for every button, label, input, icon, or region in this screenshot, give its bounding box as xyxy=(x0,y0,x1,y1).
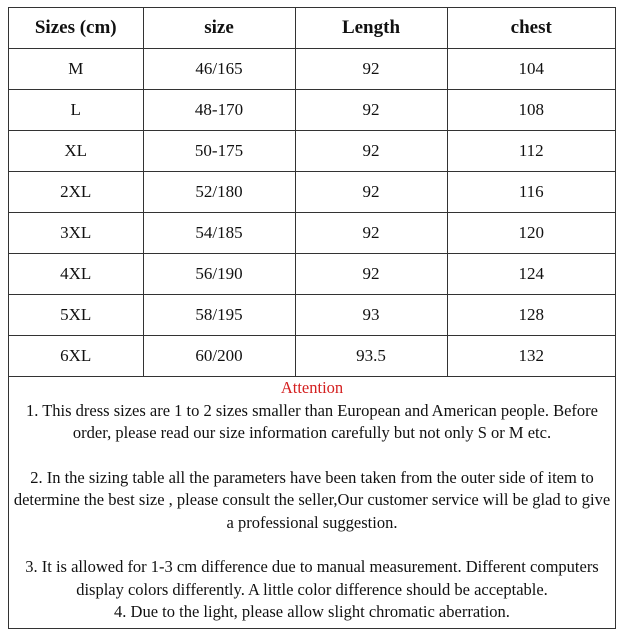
cell-size: 56/190 xyxy=(143,254,295,295)
cell-chest: 108 xyxy=(447,90,615,131)
note-spacer xyxy=(9,445,615,467)
note-spacer xyxy=(9,534,615,556)
table-row xyxy=(9,172,615,213)
table-row xyxy=(9,336,615,377)
table-row xyxy=(9,131,615,172)
table-header-row xyxy=(9,8,615,49)
cell-size-label: 4XL xyxy=(9,254,143,295)
size-chart-sheet xyxy=(8,7,616,629)
note-2: 2. In the sizing table all the parameters have been taken from the outer side of item to determine the best size , please consult the seller,Our customer service will be glad to give a professional suggestion. xyxy=(13,467,611,532)
cell-size: 48-170 xyxy=(143,90,295,131)
cell-length: 92 xyxy=(295,49,447,90)
cell-length: 92 xyxy=(295,213,447,254)
table-row xyxy=(9,90,615,131)
cell-size-label: 3XL xyxy=(9,213,143,254)
header-sizes-cm: Sizes (cm) xyxy=(9,8,143,49)
header-chest: chest xyxy=(447,8,615,49)
cell-chest: 120 xyxy=(447,213,615,254)
cell-chest: 124 xyxy=(447,254,615,295)
cell-size-label: XL xyxy=(9,131,143,172)
cell-size: 50-175 xyxy=(143,131,295,172)
cell-size-label: L xyxy=(9,90,143,131)
attention-notes xyxy=(9,376,615,629)
cell-size-label: 2XL xyxy=(9,172,143,213)
cell-chest: 104 xyxy=(447,49,615,90)
cell-chest: 128 xyxy=(447,295,615,336)
note-1: 1. This dress sizes are 1 to 2 sizes smaller than European and American people. Before order, please read our size information carefully but not only S or M etc. xyxy=(26,400,598,442)
size-table xyxy=(9,8,615,377)
header-length: Length xyxy=(295,8,447,49)
cell-length: 92 xyxy=(295,90,447,131)
table-row xyxy=(9,49,615,90)
note-3: 3. It is allowed for 1-3 cm difference due to manual measurement. Different computers display colors differently. A little color difference should be acceptable. xyxy=(25,557,599,599)
cell-length: 92 xyxy=(295,172,447,213)
cell-size-label: 6XL xyxy=(9,336,143,377)
cell-size-label: 5XL xyxy=(9,295,143,336)
attention-title: Attention xyxy=(280,378,344,397)
table-row xyxy=(9,254,615,295)
table-row xyxy=(9,295,615,336)
cell-size: 58/195 xyxy=(143,295,295,336)
note-4: 4. Due to the light, please allow slight chromatic aberration. xyxy=(114,602,510,621)
cell-length: 92 xyxy=(295,254,447,295)
cell-size: 54/185 xyxy=(143,213,295,254)
cell-chest: 112 xyxy=(447,131,615,172)
cell-size: 46/165 xyxy=(143,49,295,90)
header-size: size xyxy=(143,8,295,49)
cell-size: 52/180 xyxy=(143,172,295,213)
cell-size-label: M xyxy=(9,49,143,90)
cell-size: 60/200 xyxy=(143,336,295,377)
cell-length: 92 xyxy=(295,131,447,172)
cell-length: 93 xyxy=(295,295,447,336)
cell-chest: 116 xyxy=(447,172,615,213)
cell-length: 93.5 xyxy=(295,336,447,377)
cell-chest: 132 xyxy=(447,336,615,377)
table-row xyxy=(9,213,615,254)
